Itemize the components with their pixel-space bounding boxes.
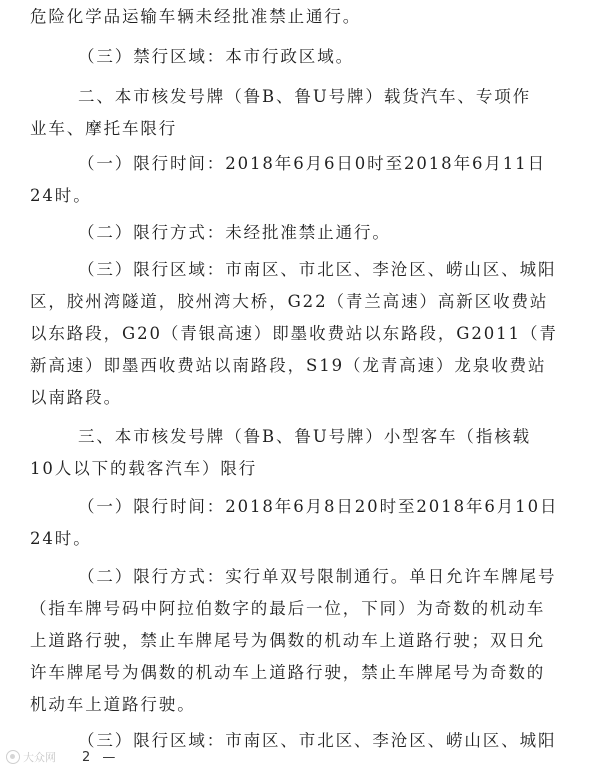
watermark-text: 大众网 [23,751,56,764]
document-line: （二）限行方式：实行单双号限制通行。单日允许车牌尾号 [78,567,557,586]
section-heading: 10人以下的载客汽车）限行 [30,459,258,478]
document-line: （二）限行方式：未经批准禁止通行。 [78,223,391,242]
document-line: 上道路行驶，禁止车牌尾号为偶数的机动车上道路行驶；双日允 [30,631,546,650]
section-heading: 业车、摩托车限行 [30,119,178,138]
document-line: （一）限行时间：2018年6月8日20时至2018年6月10日 [78,497,559,516]
document-line: 24时。 [30,186,92,205]
document-line: 24时。 [30,529,92,548]
document-line: 许车牌尾号为偶数的机动车上道路行驶，禁止车牌尾号为奇数的 [30,663,546,682]
document-line: 以东路段，G20（青银高速）即墨收费站以东路段，G2011（青 [30,324,558,343]
document-line: 区，胶州湾隧道，胶州湾大桥，G22（青兰高速）高新区收费站 [30,292,549,311]
document-line: （指车牌号码中阿拉伯数字的最后一位，下同）为奇数的机动车 [30,599,546,618]
document-line: 新高速）即墨西收费站以南路段，S19（龙青高速）龙泉收费站 [30,356,547,375]
document-line: （一）限行时间：2018年6月6日0时至2018年6月11日 [78,154,546,173]
document-line: （三）限行区域：市南区、市北区、李沧区、崂山区、城阳 [78,731,557,750]
document-line: 机动车上道路行驶。 [30,695,196,714]
section-heading: 二、本市核发号牌（鲁B、鲁U号牌）载货汽车、专项作 [78,87,532,106]
document-line: （三）禁行区域：本市行政区域。 [78,47,354,66]
weibo-logo-icon [6,750,20,764]
page-number: 2 — [82,750,120,765]
section-heading: 三、本市核发号牌（鲁B、鲁U号牌）小型客车（指核载 [78,427,532,446]
document-line: （三）限行区域：市南区、市北区、李沧区、崂山区、城阳 [78,260,557,279]
document-line: 以南路段。 [30,388,122,407]
document-line: 危险化学品运输车辆未经批准禁止通行。 [30,7,362,26]
watermark [6,749,56,765]
